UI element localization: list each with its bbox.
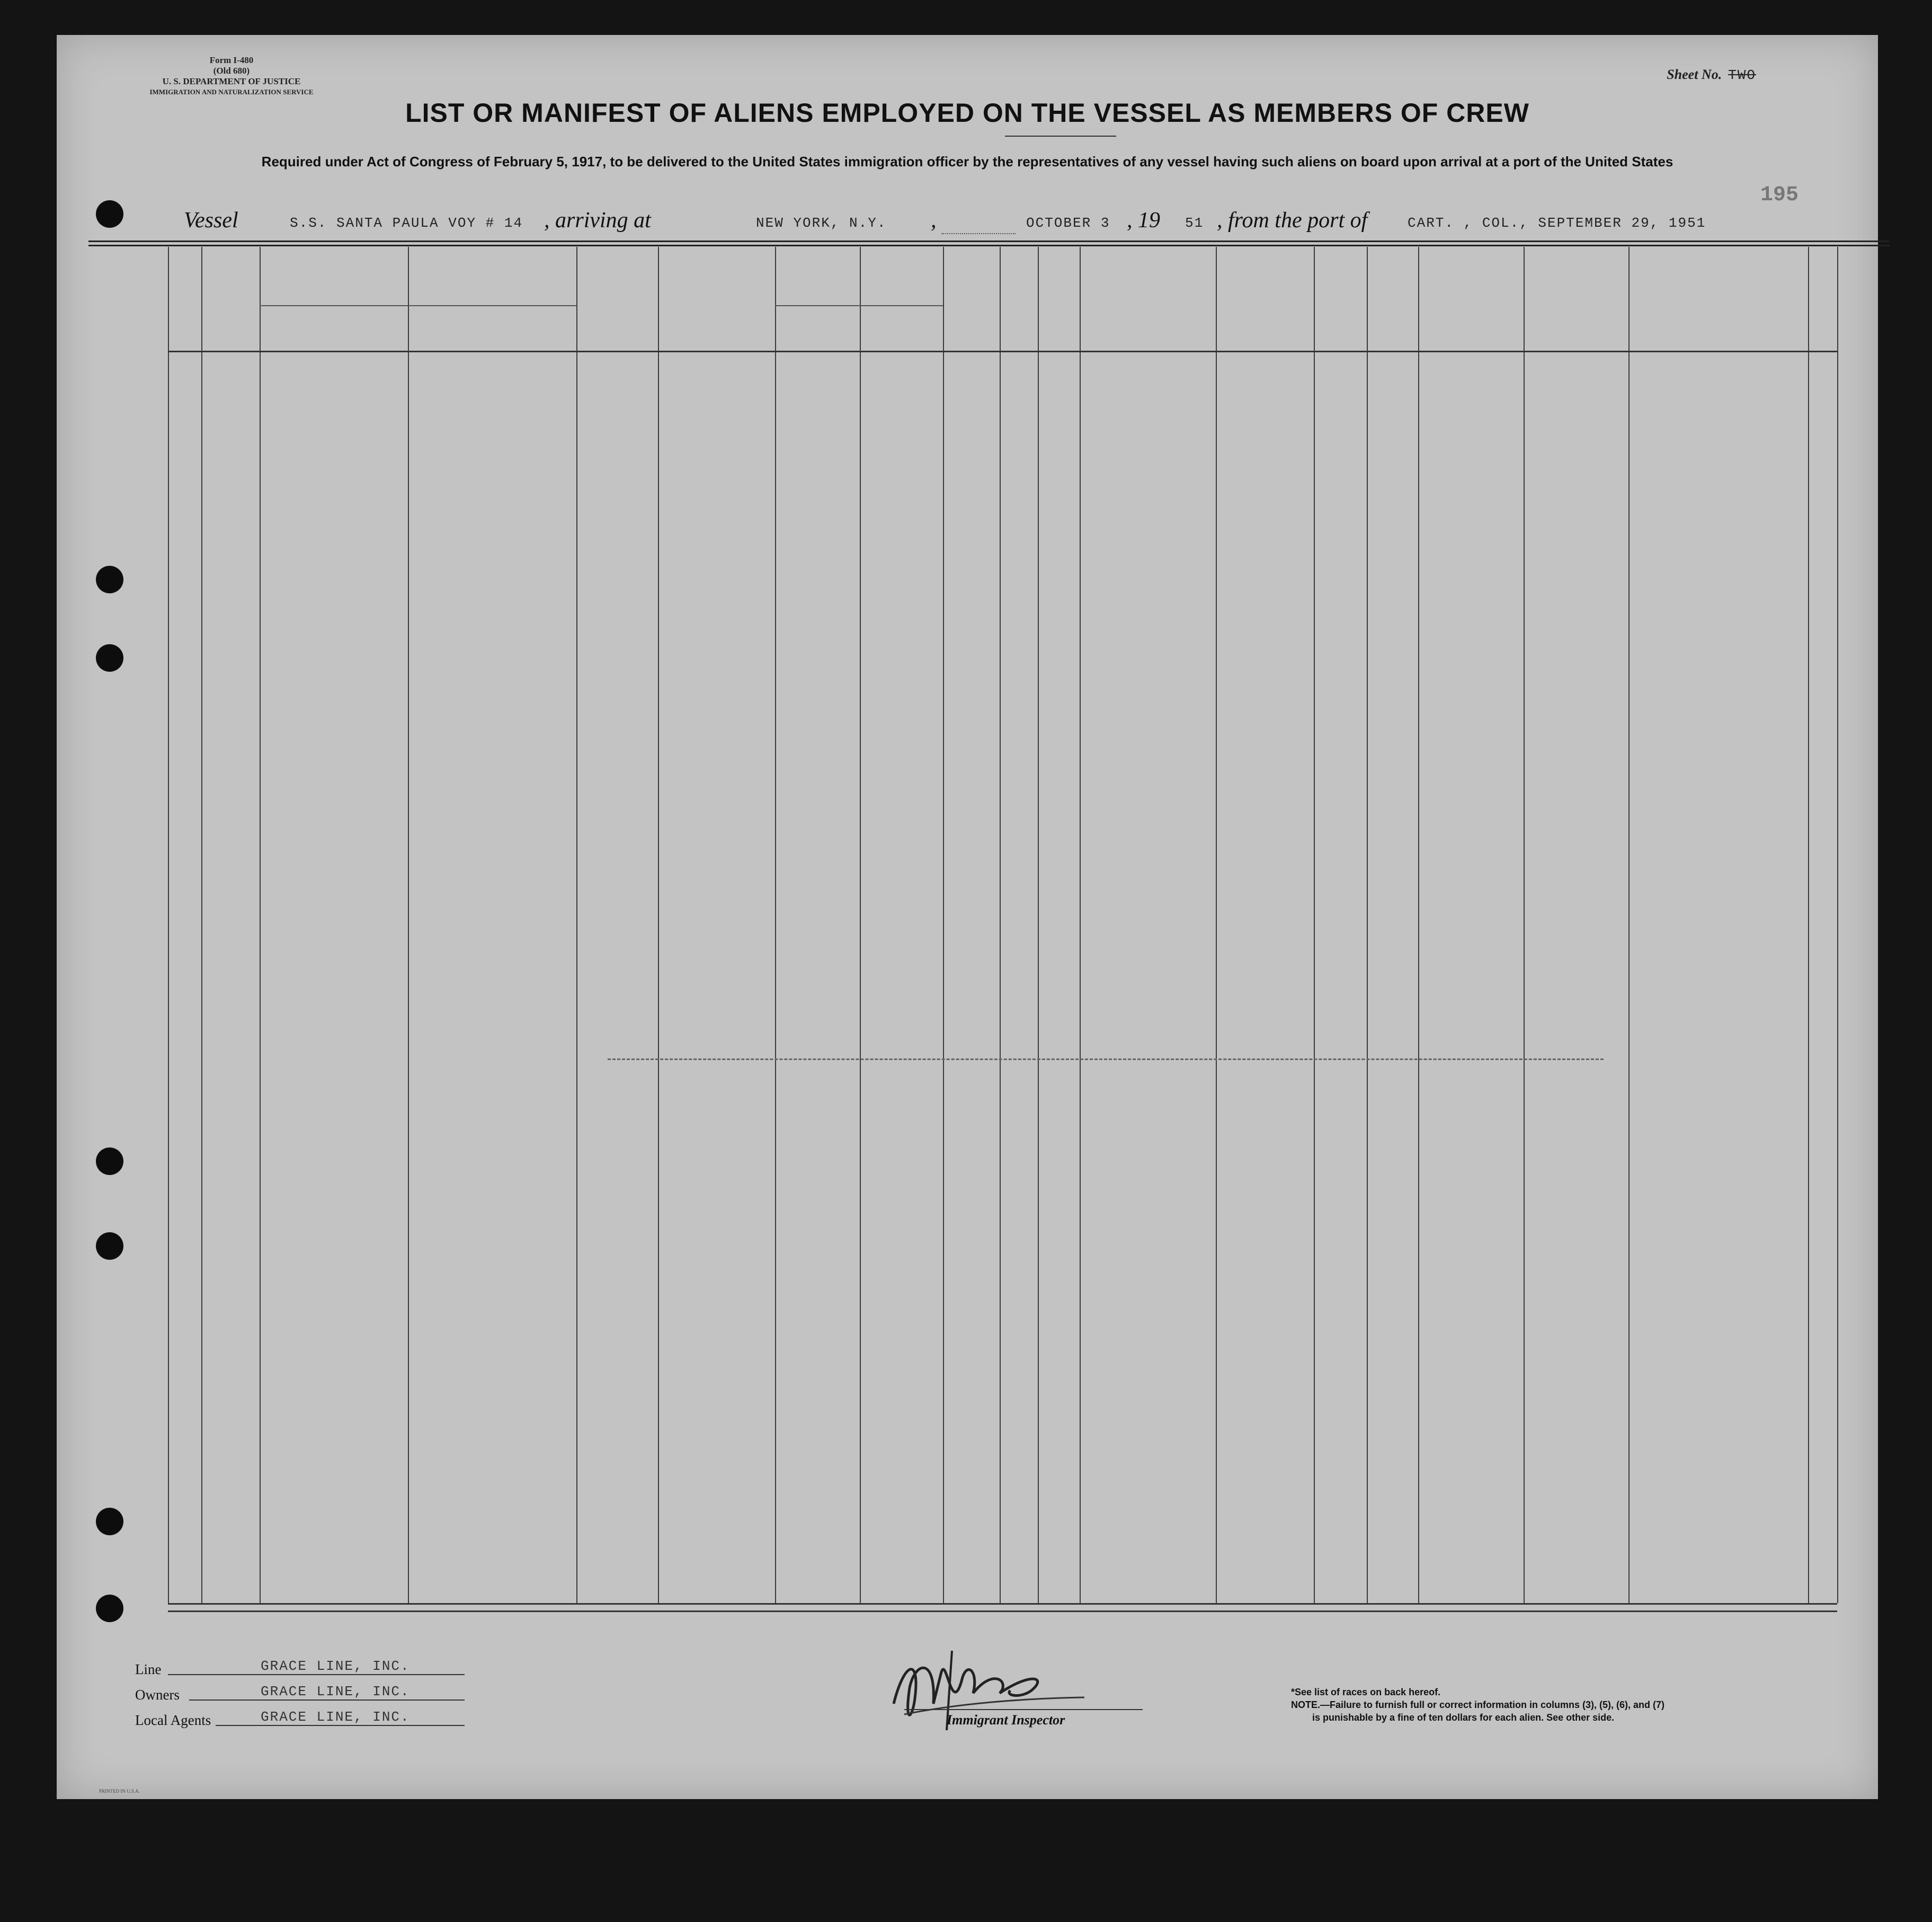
title-rule (1005, 136, 1116, 137)
header-bottom-rule (168, 351, 1837, 352)
owners-label: Owners (135, 1687, 180, 1703)
column-rule (1524, 247, 1525, 1603)
table-bottom-rule (168, 1603, 1837, 1605)
column-rule (1418, 247, 1419, 1603)
name-split-vrule (408, 306, 409, 353)
column-rule (1000, 247, 1001, 1603)
header-rule (88, 241, 1890, 242)
punch-hole (96, 1147, 123, 1175)
column-rule (775, 247, 776, 1603)
punch-hole (96, 1508, 123, 1535)
column-rule (658, 247, 659, 1603)
column-rule (1038, 247, 1039, 1603)
agents-value: GRACE LINE, INC. (261, 1709, 410, 1725)
not-carried-dash-rule (608, 1058, 1604, 1060)
column-rule (1837, 247, 1838, 1603)
column-rule (860, 247, 861, 1603)
punch-hole (96, 1595, 123, 1622)
line-label: Line (135, 1661, 162, 1677)
page-title: LIST OR MANIFEST OF ALIENS EMPLOYED ON THE VESSEL AS MEMBERS OF CREW (405, 98, 1529, 128)
arriving-label: , arriving at (544, 208, 651, 233)
column-rule (1628, 247, 1630, 1603)
year-prefix: , 19 (1127, 208, 1160, 233)
column-rule (1808, 247, 1809, 1603)
punch-hole (96, 566, 123, 593)
from-label: , from the port of (1217, 208, 1368, 233)
arriving-value: NEW YORK, N.Y. (756, 215, 887, 231)
column-rule (1314, 247, 1315, 1603)
column-rule (201, 247, 202, 1603)
punch-hole (96, 1232, 123, 1260)
header-rule (88, 245, 1890, 246)
column-rule (408, 247, 409, 1603)
form-identifier: Form I-480 (Old 680) U. S. DEPARTMENT OF JUSTICE IMMIGRATION AND NATURALIZATION SERVICE (149, 55, 314, 96)
column-rule (260, 247, 261, 1603)
penalty-note: NOTE.—Failure to furnish full or correct information in columns (3), (5), (6), and (7) (1291, 1699, 1665, 1710)
punch-hole (96, 644, 123, 672)
column-rule (1216, 247, 1217, 1603)
shipped-split-rule (775, 305, 943, 306)
vessel-label: Vessel (184, 208, 238, 233)
page-subtitle: Required under Act of Congress of February 5, 1917, to be delivered to the United States immigration officer by the representatives of any vessel having such aliens on board upon arrival at a port of the United States (261, 154, 1673, 170)
line-value: GRACE LINE, INC. (261, 1658, 410, 1674)
column-rule (576, 247, 577, 1603)
stamp-number: 195 (1760, 183, 1799, 207)
date-value: OCTOBER 3 (1026, 215, 1110, 231)
name-split-rule (260, 305, 576, 306)
inspector-label: Immigrant Inspector (947, 1712, 1065, 1728)
shipped-split-vrule (860, 306, 861, 353)
column-rule (1080, 247, 1081, 1603)
penalty-note-2: is punishable by a fine of ten dollars for each alien. See other side. (1312, 1712, 1615, 1723)
column-rule (1367, 247, 1368, 1603)
year-value: 51 (1185, 215, 1204, 231)
punch-hole (96, 200, 123, 228)
sheet-number: Sheet No. TWO (1667, 67, 1756, 83)
owners-value: GRACE LINE, INC. (261, 1684, 410, 1699)
race-note: *See list of races on back hereof. (1291, 1687, 1441, 1697)
manifest-sheet (57, 35, 1878, 1799)
printed-mark: PRINTED IN U.S.A. (99, 1788, 140, 1794)
column-rule (168, 247, 169, 1603)
agents-label: Local Agents (135, 1712, 211, 1728)
vessel-value: S.S. SANTA PAULA VOY # 14 (290, 215, 523, 231)
from-value: CART. , COL., SEPTEMBER 29, 1951 (1408, 215, 1706, 231)
table-bottom-rule (168, 1610, 1837, 1612)
vessel-line: Vessel S.S. SANTA PAULA VOY # 14 , arriving at NEW YORK, N.Y. , OCTOBER 3 , 19 51 , from the port of CART. , COL., SEPTEMBER 29, 1951 (184, 206, 1773, 236)
column-rule (943, 247, 944, 1603)
